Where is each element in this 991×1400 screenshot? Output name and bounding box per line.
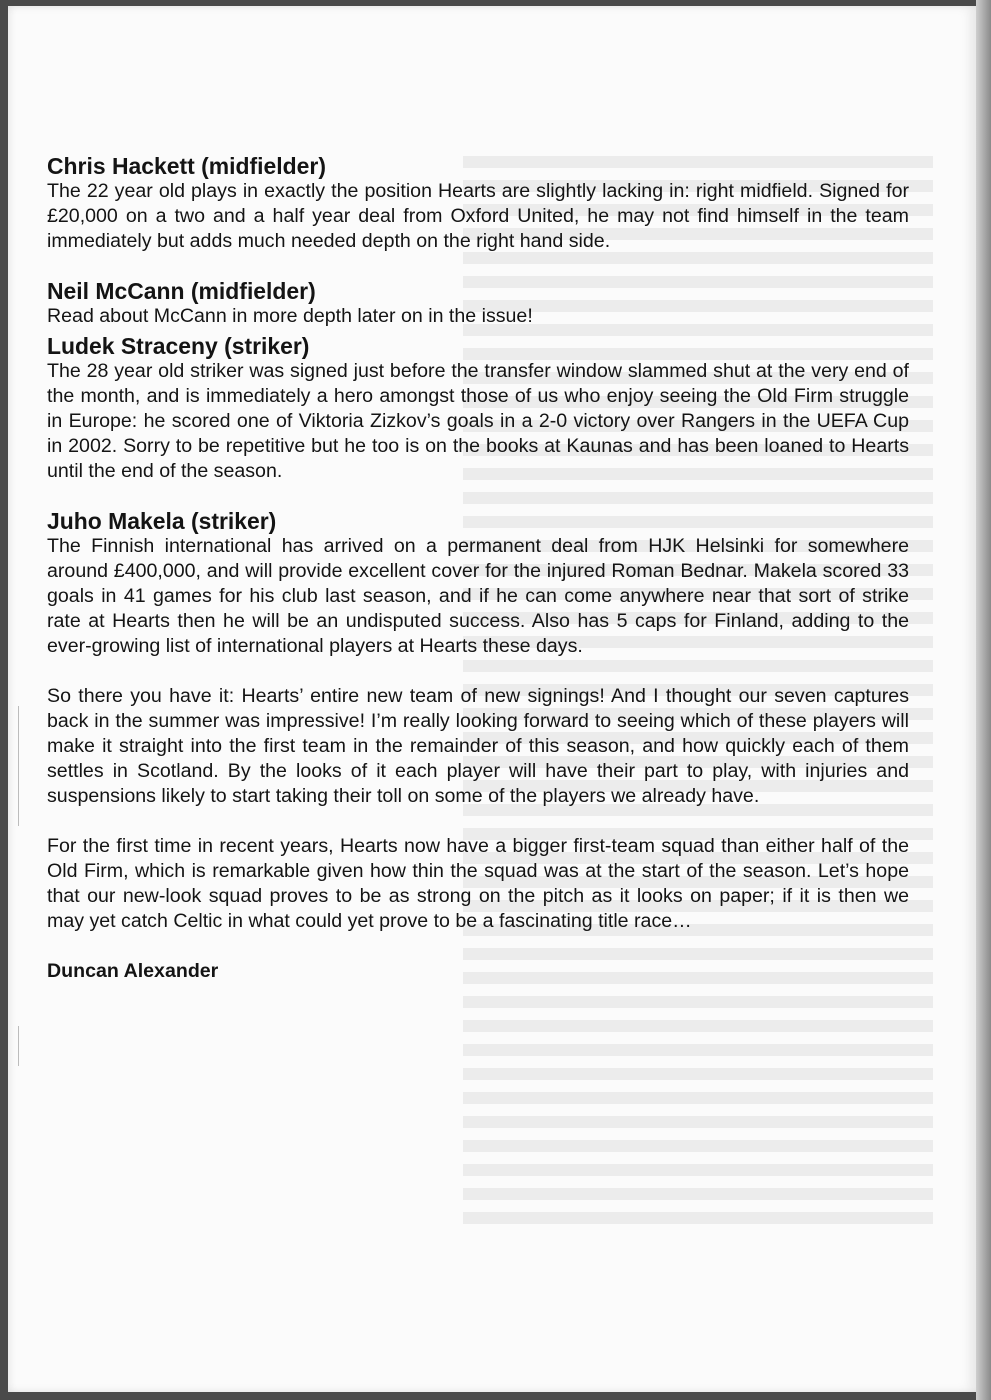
player-description: The 28 year old striker was signed just before the transfer window slammed shut at the very end of the month, and is immediately a hero amongst those of us who enjoy seeing the Old Firm struggle in Europe: he scored one of Viktoria Zizkov’s goals in a 2-0 victory over Rangers in the UEFA Cup in 2002. Sorry to be repetitive but he too is on the books at Kaunas and has been loaned to Hearts until the end of the season. (47, 360, 909, 482)
closing-paragraph: So there you have it: Hearts’ entire new team of new signings! And I thought our seven captures back in the summer was impressive! I’m really looking forward to seeing which of these players will make it straight into the first team in the remainder of this season, and how quickly each of them settles in Scotland. By the looks of it each player will have their part to play, with injuries and suspensions likely to start taking their toll on some of the players we already have. (47, 685, 909, 807)
player-heading: Neil McCann (midfielder) (47, 278, 316, 304)
closing-paragraph: For the first time in recent years, Hearts now have a bigger first-team squad than either half of the Old Firm, which is remarkable given how thin the squad was at the start of the season. Let’s hope that our new-look squad proves to be as strong on the pitch as it looks on paper; if it is then we may yet catch Celtic in what could yet prove to be a fascinating title race… (47, 835, 909, 932)
article-content (47, 154, 909, 984)
player-description: The Finnish international has arrived on a permanent deal from HJK Helsinki for somewhere around £400,000, and will provide excellent cover for the injured Roman Bednar. Makela scored 33 goals in 41 games for his club last season, and if he can come anywhere near that sort of strike rate at Hearts then he will be an undisputed success. Also has 5 caps for Finland, adding to the ever-growing list of international players at Hearts these days. (47, 535, 909, 657)
page-crease (18, 1026, 19, 1066)
player-heading: Ludek Straceny (striker) (47, 333, 310, 359)
author-signature: Duncan Alexander (47, 960, 219, 982)
player-description: Read about McCann in more depth later on in the issue! (47, 305, 533, 327)
page-edge-shadow (976, 0, 991, 1400)
player-description: The 22 year old plays in exactly the position Hearts are slightly lacking in: right midfield. Signed for £20,000 on a two and a half year deal from Oxford United, he may not find himself in the team immediately but adds much needed depth on the right hand side. (47, 180, 909, 252)
player-heading: Juho Makela (striker) (47, 508, 277, 534)
player-heading: Chris Hackett (midfielder) (47, 153, 326, 179)
page-crease (18, 706, 19, 826)
